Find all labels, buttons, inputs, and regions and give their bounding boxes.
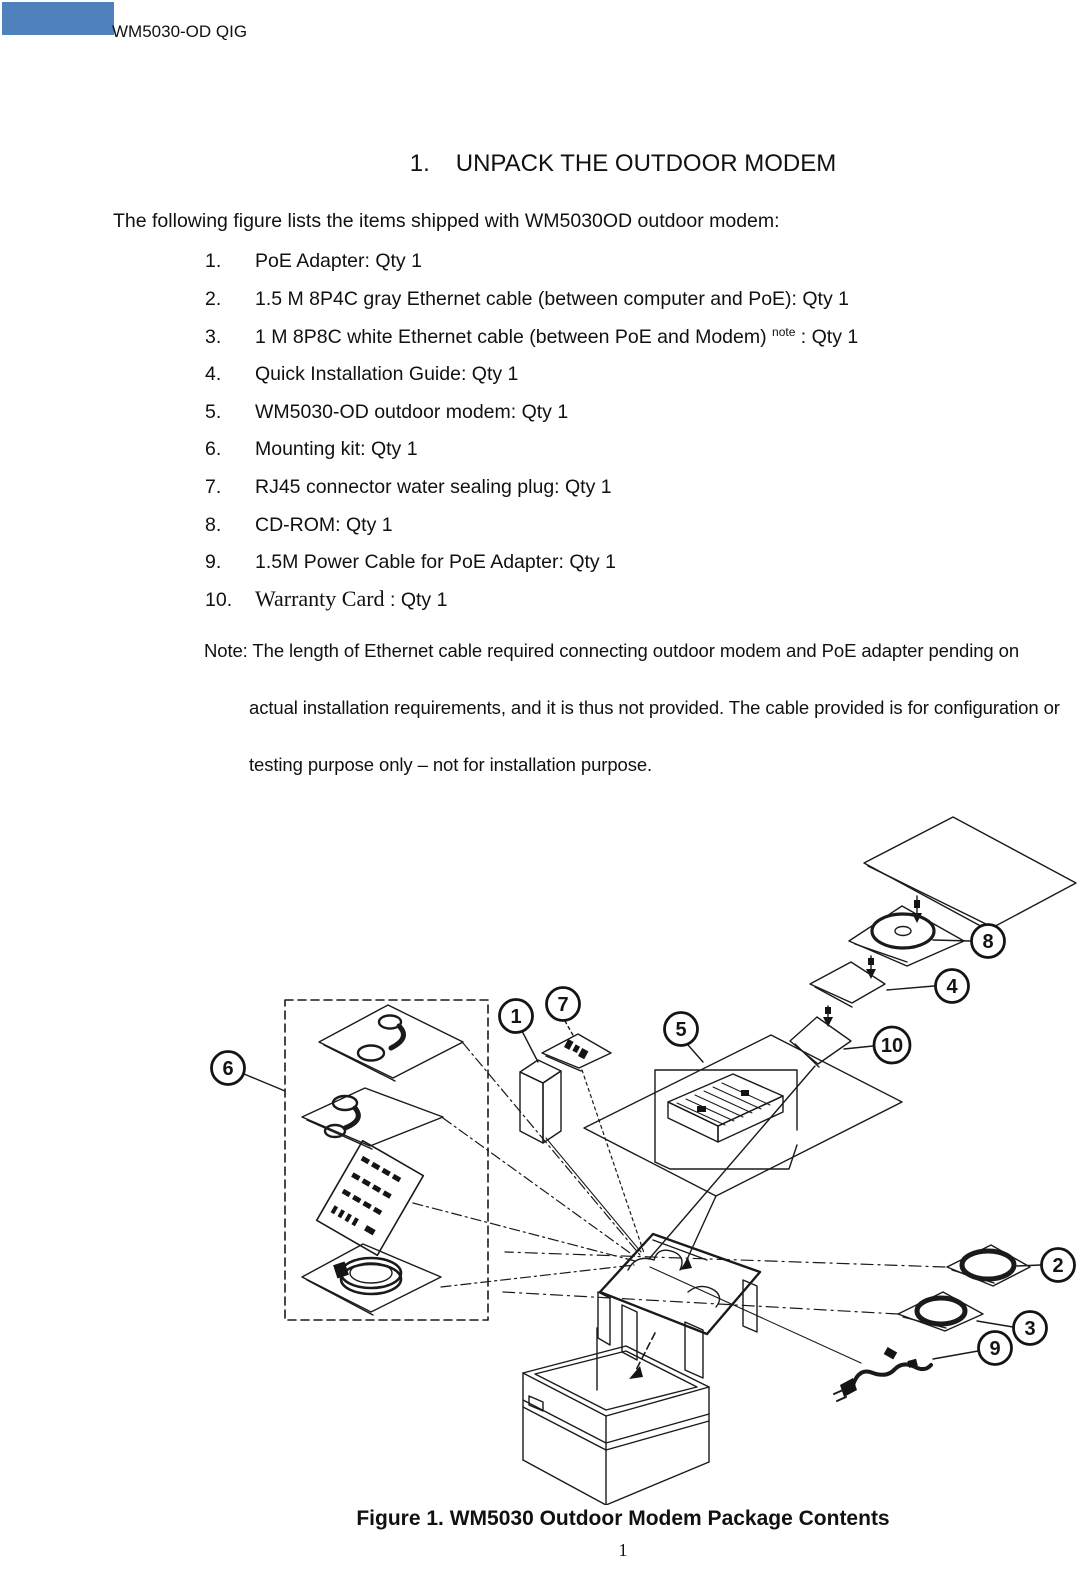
list-text: WM5030-OD outdoor modem: Qty 1 bbox=[255, 401, 569, 423]
list-number: 5. bbox=[205, 401, 222, 423]
list-number: 4. bbox=[205, 363, 222, 385]
modem-drawing bbox=[584, 1035, 902, 1196]
page-number: 1 bbox=[618, 1540, 628, 1560]
section-title bbox=[168, 150, 1078, 178]
list-number: 9. bbox=[205, 551, 222, 573]
warranty-card-drawing bbox=[649, 1017, 873, 1259]
power-cable-drawing bbox=[834, 1347, 978, 1401]
list-number: 6. bbox=[205, 438, 222, 460]
list-number: 10. bbox=[205, 589, 233, 611]
list-number: 8. bbox=[205, 514, 222, 536]
callout-5 bbox=[665, 1013, 698, 1046]
list-text: PoE Adapter: Qty 1 bbox=[255, 250, 422, 272]
list-text: RJ45 connector water sealing plug: Qty 1 bbox=[255, 476, 612, 498]
list-text-serif: Warranty Card bbox=[255, 586, 385, 611]
list-item bbox=[205, 438, 418, 461]
callout-8 bbox=[972, 925, 1005, 958]
cdrom-drawing bbox=[849, 906, 971, 966]
arrow-into-box-icon bbox=[597, 1328, 655, 1390]
list-text: CD-ROM: Qty 1 bbox=[255, 514, 393, 536]
svg-text:8: 8 bbox=[982, 931, 994, 953]
mounting-kit-group bbox=[285, 1000, 488, 1320]
carton-box-drawing bbox=[523, 1346, 709, 1505]
svg-text:9: 9 bbox=[989, 1338, 1001, 1360]
header-doc-id: WM5030-OD QIG bbox=[112, 22, 248, 41]
list-item bbox=[205, 325, 858, 349]
ethernet-cable-white-drawing bbox=[898, 1292, 1013, 1331]
list-item bbox=[205, 476, 612, 499]
ethernet-cable-gray-drawing bbox=[947, 1245, 1041, 1286]
callout-9 bbox=[979, 1332, 1012, 1365]
list-item bbox=[205, 401, 568, 424]
qig-drawing bbox=[810, 962, 934, 1007]
intro-paragraph: The following figure lists the items shipped with WM5030OD outdoor modem: bbox=[113, 210, 780, 232]
svg-text:6: 6 bbox=[222, 1058, 234, 1080]
list-number: 3. bbox=[205, 326, 222, 348]
svg-text:5: 5 bbox=[675, 1019, 687, 1041]
list-text: 1.5M Power Cable for PoE Adapter: Qty 1 bbox=[255, 551, 616, 573]
note-superscript: note bbox=[772, 325, 796, 339]
list-number: 7. bbox=[205, 476, 222, 498]
list-text: : Qty 1 bbox=[795, 326, 859, 348]
section-number: 1. bbox=[409, 150, 430, 177]
list-item bbox=[205, 288, 849, 311]
list-item bbox=[205, 514, 393, 537]
section-title-text: UNPACK THE OUTDOOR MODEM bbox=[455, 150, 837, 177]
note-line-2: actual installation requirements, and it is thus not provided. The cable provided is for configuration or bbox=[249, 697, 1060, 718]
sealing-plug-drawing bbox=[542, 1021, 611, 1071]
list-text: : Qty 1 bbox=[384, 589, 448, 611]
list-text: Mounting kit: Qty 1 bbox=[255, 438, 418, 460]
figure-caption: Figure 1. WM5030 Outdoor Modem Package Contents bbox=[356, 1507, 890, 1530]
callout-10 bbox=[874, 1027, 910, 1063]
list-item bbox=[205, 250, 422, 273]
callout-6 bbox=[212, 1052, 245, 1085]
list-text: 1 M 8P8C white Ethernet cable (between PoE and Modem) bbox=[255, 326, 773, 348]
svg-text:7: 7 bbox=[557, 994, 569, 1016]
list-text: Quick Installation Guide: Qty 1 bbox=[255, 363, 519, 385]
svg-text:10: 10 bbox=[880, 1035, 904, 1057]
list-item bbox=[205, 586, 447, 612]
arrow-down-icon bbox=[912, 896, 922, 923]
list-text: 1.5 M 8P4C gray Ethernet cable (between computer and PoE): Qty 1 bbox=[255, 288, 849, 310]
note-line-1: Note: The length of Ethernet cable required connecting outdoor modem and PoE adapter pending on bbox=[204, 640, 1020, 661]
list-item bbox=[205, 551, 616, 574]
svg-text:1: 1 bbox=[510, 1006, 522, 1028]
leader-lines bbox=[413, 1043, 945, 1363]
package-contents-diagram bbox=[185, 800, 1078, 1505]
list-item bbox=[205, 363, 518, 386]
svg-text:2: 2 bbox=[1052, 1255, 1064, 1277]
screw-card bbox=[317, 1141, 424, 1256]
callout-4 bbox=[936, 970, 969, 1003]
note-line-3: testing purpose only – not for installation purpose. bbox=[249, 754, 653, 775]
header-blue-bar bbox=[2, 2, 114, 35]
leader-line bbox=[244, 1074, 285, 1091]
poe-adapter-drawing bbox=[520, 1031, 561, 1143]
list-number: 1. bbox=[205, 250, 222, 272]
svg-text:3: 3 bbox=[1024, 1318, 1036, 1340]
callout-2 bbox=[1042, 1249, 1075, 1282]
callout-7 bbox=[547, 988, 580, 1021]
svg-text:4: 4 bbox=[946, 976, 958, 998]
callout-3 bbox=[1014, 1312, 1047, 1345]
list-number: 2. bbox=[205, 288, 222, 310]
callout-1 bbox=[500, 1000, 533, 1033]
arrow-down-icon bbox=[823, 1006, 833, 1027]
